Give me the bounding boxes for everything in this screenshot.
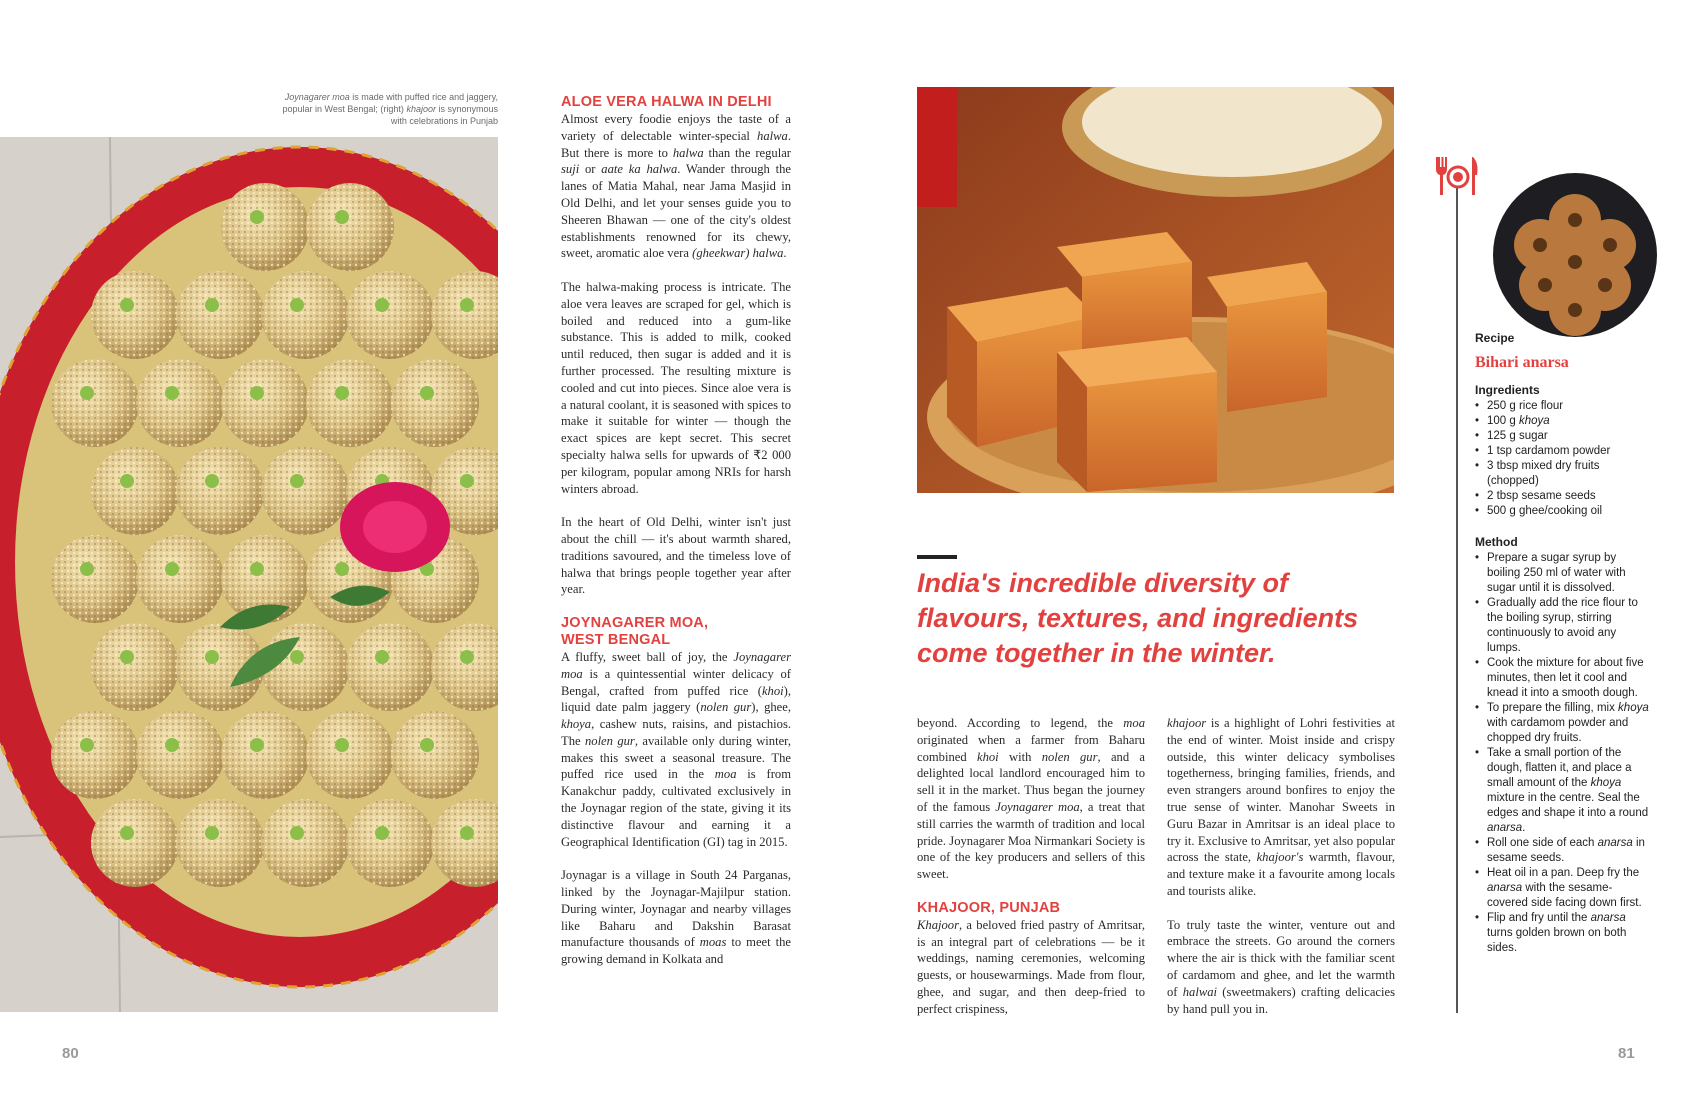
laddoo-texture (346, 799, 434, 887)
laddoo-texture (136, 359, 224, 447)
laddoo-texture (136, 535, 224, 623)
pistachio-garnish (375, 298, 389, 312)
laddoo-texture (391, 359, 479, 447)
laddoo-texture (346, 623, 434, 711)
method-step: • Flip and fry until the anarsa turns golden brown on both sides. (1475, 911, 1650, 956)
pistachio-garnish (250, 738, 264, 752)
method-step: • Cook the mixture for about five minutes, then let it cool and knead it into a smooth dough. (1475, 656, 1650, 701)
moa-para-2: Joynagar is a village in South 24 Parganas, linked by the Joynagar-Majilpur station. During winter, Joynagar and nearby villages like Baharu and Dakshin Barasat manufacture thousands of moas to meet the growing demand in Kolkata and (561, 868, 791, 967)
method-step: • Gradually add the rice flour to the boiling syrup, stirring continuously to avoid any lumps. (1475, 596, 1650, 656)
laddoo-texture (51, 535, 139, 623)
ingredient-item: • 125 g sugar (1475, 429, 1650, 444)
method-step: • Prepare a sugar syrup by boiling 250 ml of water with sugar until it is dissolved. (1475, 551, 1650, 596)
pistachio-garnish (460, 474, 474, 488)
pistachio-garnish (375, 650, 389, 664)
pistachio-garnish (460, 826, 474, 840)
laddoo-texture (261, 447, 349, 535)
page-number-left: 80 (62, 1045, 79, 1062)
aloe-vera-heading: ALOE VERA HALWA IN DELHI (561, 94, 772, 110)
recipe-divider (1456, 188, 1458, 1013)
fork-plate-knife-icon (1432, 155, 1480, 197)
pistachio-garnish (120, 650, 134, 664)
laddoo-texture (176, 447, 264, 535)
laddoo-texture (176, 271, 264, 359)
laddoo-texture (176, 799, 264, 887)
pistachio-garnish (420, 386, 434, 400)
pistachio-garnish (250, 386, 264, 400)
aloe-para-1: Almost every foodie enjoys the taste of a variety of delectable winter-special halwa. But there is more to halwa than the regular suji or aate ka halwa. Wander through the lanes of Matia Mahal, near Jama Masjid in Old Delhi, and let your senses guide you to Sheeren Bhawan — one of the city's oldest establishments renowned for its chewy, sweet, aromatic aloe vera (gheekwar) halwa. (561, 112, 791, 261)
laddoo-texture (306, 359, 394, 447)
method-step: • Take a small portion of the dough, flatten it, and place a small amount of the khoya mixture in the centre. Seal the edges and shape it into a round anarsa. (1475, 746, 1650, 836)
aloe-para-3: In the heart of Old Delhi, winter isn't just about the chill — it's about warmth shared, traditions savoured, and the timeless love of halwa that brings people together year after year. (561, 515, 791, 597)
photo-caption: Joynagarer moa is made with puffed rice and jaggery, popular in West Bengal; (right) khajoor is synonymous with celebrations in Punjab (282, 92, 498, 126)
laddoo-texture (306, 183, 394, 271)
laddoo-texture (306, 711, 394, 799)
ingredient-item: • 250 g rice flour (1475, 399, 1650, 414)
right-article-column-1 (917, 715, 1145, 1018)
page-number-right: 81 (1618, 1045, 1635, 1062)
pistachio-garnish (165, 738, 179, 752)
method-step: • Roll one side of each anarsa in sesame seeds. (1475, 836, 1650, 866)
pistachio-garnish (250, 562, 264, 576)
aloe-para-2: The halwa-making process is intricate. The aloe vera leaves are scraped for gel, which is boiled and reduced into a gum-like substance. This is added to milk, cooked until reduced, then sugar is added and it is further processed. The resulting mixture is cooled and cut into pieces. Since aloe vera is a natural coolant, it is seasoned with spices to make it suitable for winter — though the exact spices are kept secret. This secret specialty halwa sells for upwards of ₹2 000 per kilogram, popular among NRIs for harsh winters abroad. (561, 279, 791, 496)
ingredients-list (1475, 399, 1650, 519)
method-heading: Method (1475, 535, 1518, 549)
right-article-column-2 (1167, 715, 1395, 1017)
method-step: • Heat oil in a pan. Deep fry the anarsa with the sesame-covered side facing down first. (1475, 866, 1650, 911)
pistachio-garnish (335, 386, 349, 400)
ingredient-item: • 100 g khoya (1475, 414, 1650, 429)
closing-para: To truly taste the winter, venture out and embrace the streets. Go around the corners where the air is thick with the familiar scent of cardamom and ghee, and let the warmth of halwai (sweetmakers) crafting delicacies by hand pull you in. (1167, 917, 1395, 1016)
pistachio-garnish (290, 826, 304, 840)
pistachio-garnish (420, 738, 434, 752)
laddoo-texture (346, 271, 434, 359)
pistachio-garnish (205, 826, 219, 840)
laddoo-texture (51, 711, 139, 799)
laddoo-texture (91, 447, 179, 535)
anarsa-centre (1538, 278, 1552, 292)
method-step: • To prepare the filling, mix khoya with cardamom powder and chopped dry fruits. (1475, 701, 1650, 746)
khajoor-heading: KHAJOOR, PUNJAB (917, 899, 1061, 916)
pistachio-garnish (205, 474, 219, 488)
pistachio-garnish (165, 386, 179, 400)
recipe-title: Bihari anarsa (1475, 354, 1569, 371)
laddoo-texture (221, 711, 309, 799)
pistachio-garnish (290, 298, 304, 312)
laddoo-texture (136, 711, 224, 799)
anarsa-plate-photo (1490, 170, 1660, 340)
laddoo-texture (221, 183, 309, 271)
laddoo-texture (261, 799, 349, 887)
joynagarer-moa-heading: JOYNAGARER MOA, WEST BENGAL (561, 614, 709, 648)
pistachio-garnish (205, 650, 219, 664)
laddoo-texture (91, 799, 179, 887)
pistachio-garnish (80, 562, 94, 576)
ingredients-heading: Ingredients (1475, 383, 1540, 397)
pull-quote: India's incredible diversity of flavours, textures, and ingredients come together in the winter. (917, 568, 1359, 668)
pistachio-garnish (375, 826, 389, 840)
khajoor-photo (917, 87, 1394, 493)
recipe-label: Recipe (1475, 331, 1515, 345)
ingredient-item: • 500 g ghee/cooking oil (1475, 504, 1650, 519)
khajoor-para-2: khajoor is a highlight of Lohri festivities at the end of winter. Moist inside and crispy outside, this winter delicacy symbolises togetherness, bringing families, friends, and even strangers around bonfires to enjoy the true sense of winter. Manohar Sweets in Guru Bazar in Amritsar is an ideal place to try it. Exclusive to Amritsar, yet also popular across the state, khajoor's warmth, flavour, and texture make it a favourite among locals and tourists alike. (1167, 716, 1396, 898)
pistachio-garnish (120, 474, 134, 488)
pistachio-garnish (80, 738, 94, 752)
pistachio-garnish (120, 826, 134, 840)
pistachio-garnish (120, 298, 134, 312)
moa-para-1: A fluffy, sweet ball of joy, the Joynagarer moa is a quintessential winter delicacy of Bengal, crafted from puffed rice (khoi), liquid date palm jaggery (nolen gur), ghee, khoya, cashew nuts, raisins, and pistachios. The nolen gur, available only during winter, makes this sweet a seasonal treasure. The puffed rice used in the moa is from Kanakchur paddy, cultivated exclusively in the Joynagar region of the state, giving it its distinctive flavour and earning it a Geographical Identification (GI) tag in 2015. (561, 649, 792, 849)
pistachio-garnish (165, 562, 179, 576)
pistachio-garnish (335, 738, 349, 752)
khajoor-para-1: Khajoor, a beloved fried pastry of Amritsar, is an integral part of celebrations — be it weddings, naming ceremonies, welcoming guests, or housewarmings. Made from flour, ghee, and sugar, and then deep-fried to perfect crispiness, (917, 917, 1145, 1016)
pistachio-garnish (460, 650, 474, 664)
laddoo-texture (91, 623, 179, 711)
anarsa-centre (1568, 255, 1582, 269)
anarsa-centre (1568, 213, 1582, 227)
anarsa-centre (1533, 238, 1547, 252)
anarsa-centre (1603, 238, 1617, 252)
laddoo-texture (51, 359, 139, 447)
pistachio-garnish (205, 298, 219, 312)
laddoo-texture (91, 271, 179, 359)
joynagarer-moa-photo (0, 137, 498, 1012)
pullquote-rule (917, 555, 957, 559)
anarsa-centre (1568, 303, 1582, 317)
method-list (1475, 551, 1650, 956)
laddoo-texture (391, 711, 479, 799)
ingredient-item: • 3 tbsp mixed dry fruits (chopped) (1475, 459, 1650, 489)
pistachio-garnish (335, 562, 349, 576)
laddoo-texture (261, 271, 349, 359)
left-article-column (561, 94, 791, 968)
moa-continued-para: beyond. According to legend, the moa originated when a farmer from Baharu combined khoi with nolen gur, and a delighted local landlord encouraged him to sell it in the market. Thus began the journey of the famous Joynagarer moa, a treat that still carries the warmth of tradition and local pride. Joynagarer Moa Nirmankari Society is one of the key producers and sellers of this sweet. (917, 716, 1146, 882)
pistachio-garnish (290, 650, 304, 664)
ingredient-item: • 1 tsp cardamom powder (1475, 444, 1650, 459)
pistachio-garnish (290, 474, 304, 488)
laddoo-texture (221, 359, 309, 447)
ingredient-item: • 2 tbsp sesame seeds (1475, 489, 1650, 504)
pistachio-garnish (80, 386, 94, 400)
pistachio-garnish (335, 210, 349, 224)
anarsa-centre (1598, 278, 1612, 292)
pistachio-garnish (250, 210, 264, 224)
pistachio-garnish (460, 298, 474, 312)
